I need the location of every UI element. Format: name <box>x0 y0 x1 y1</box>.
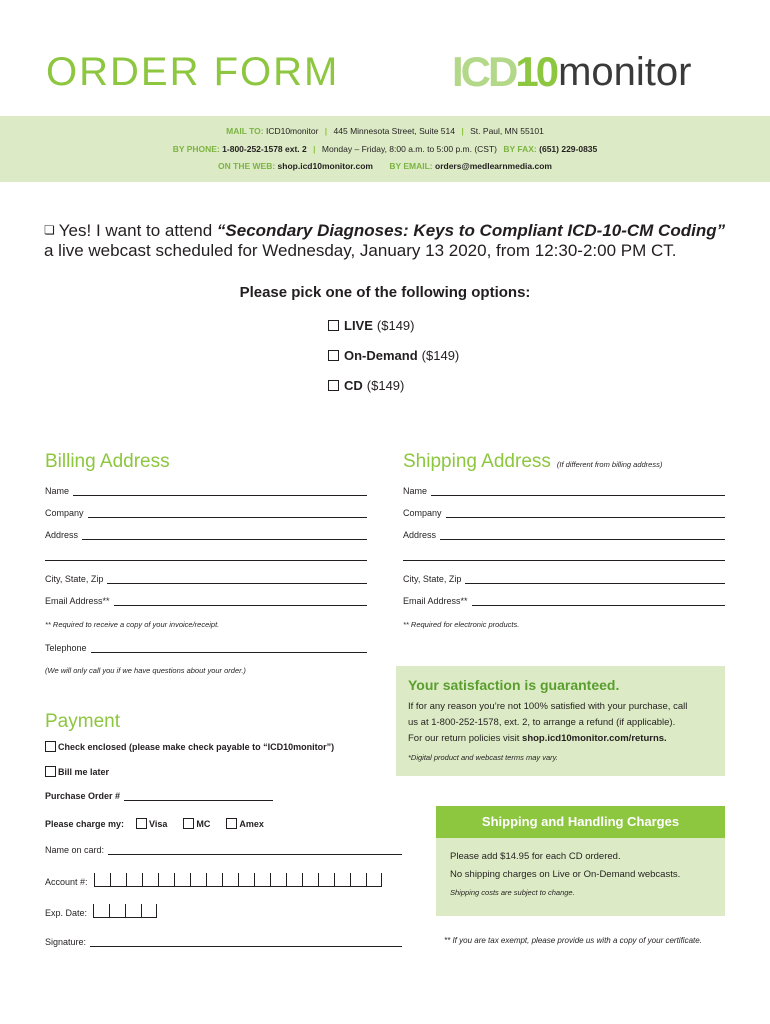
option-on-demand[interactable] <box>328 348 459 363</box>
returns-text: For our return policies visit <box>408 733 523 744</box>
field-label: City, State, Zip <box>45 574 104 584</box>
course-title: “Secondary Diagnoses: Keys to Compliant ICD-10-CM Coding” <box>216 221 726 240</box>
icd10monitor-logo <box>452 48 692 95</box>
telephone-note: (We will only call you if we have questions about your order.) <box>45 666 246 675</box>
bill-me-later-label: Bill me later <box>58 766 110 777</box>
guarantee-line1: If for any reason you’re not 100% satisfied with your purchase, call <box>408 701 688 712</box>
billing-address-field[interactable] <box>45 529 367 540</box>
option-price: ($149) <box>421 348 460 363</box>
field-label: Address <box>45 530 79 540</box>
option-live-checkbox[interactable] <box>328 320 339 331</box>
billing-email-field[interactable] <box>45 595 367 606</box>
field-label: Company <box>45 508 84 518</box>
logo-monitor: monitor <box>558 50 692 94</box>
option-live[interactable] <box>328 318 414 333</box>
visa-checkbox[interactable] <box>136 818 147 829</box>
option-cd[interactable] <box>328 378 404 393</box>
check-enclosed-label: Check enclosed (please make check payable to “ICD10monitor”) <box>58 741 335 752</box>
signature-field[interactable] <box>45 936 402 947</box>
billing-name-field[interactable] <box>45 485 367 496</box>
contact-band <box>0 116 770 182</box>
mail-city: St. Paul, MN 55101 <box>470 126 544 136</box>
field-label: Signature: <box>45 937 87 947</box>
phone-hours: Monday – Friday, 8:00 a.m. to 5:00 p.m. (CST) <box>321 144 497 154</box>
shipping-charges-title: Shipping and Handling Charges <box>436 806 725 838</box>
guarantee-title: Your satisfaction is guaranteed. <box>408 677 620 693</box>
bill-me-later-option[interactable] <box>45 766 109 777</box>
guarantee-box <box>396 666 725 776</box>
bill-me-later-checkbox[interactable] <box>45 766 56 777</box>
shipping-subheading: (If different from billing address) <box>556 460 663 469</box>
shipping-charges-line1: Please add $14.95 for each CD ordered. <box>450 851 621 862</box>
option-name: CD <box>344 378 363 393</box>
guarantee-note: *Digital product and webcast terms may vary. <box>408 753 558 762</box>
phone-label: BY PHONE: <box>172 144 220 154</box>
web-link[interactable]: shop.icd10monitor.com <box>277 161 373 171</box>
tax-exempt-note: ** If you are tax exempt, please provide us with a copy of your certificate. <box>444 936 702 945</box>
exp-date-field[interactable] <box>45 904 157 918</box>
check-enclosed-option[interactable] <box>45 741 334 752</box>
option-name: LIVE <box>344 318 373 333</box>
attend-checkbox[interactable]: ❏ <box>44 223 55 237</box>
field-label: Company <box>403 508 442 518</box>
field-label: Purchase Order # <box>45 791 121 801</box>
billing-city-field[interactable] <box>45 573 367 584</box>
visa-label: Visa <box>149 818 168 829</box>
shipping-city-field[interactable] <box>403 573 725 584</box>
intro-rest: a live webcast scheduled for Wednesday, January 13 2020, from 12:30-2:00 PM CT. <box>44 241 677 260</box>
shipping-charges-box <box>436 838 725 916</box>
page-title: ORDER FORM <box>46 50 340 94</box>
shipping-company-field[interactable] <box>403 507 725 518</box>
purchase-order-field[interactable] <box>45 790 273 801</box>
billing-address-line2[interactable] <box>45 560 367 561</box>
billing-company-field[interactable] <box>45 507 367 518</box>
phone-value: 1-800-252-1578 ext. 2 <box>222 144 307 154</box>
account-number-field[interactable] <box>45 873 382 887</box>
field-label: Telephone <box>45 643 87 653</box>
billing-heading: Billing Address <box>45 451 170 472</box>
option-price: ($149) <box>366 378 405 393</box>
contact-mail-row: MAIL TO: ICD10monitor | 445 Minnesota Street, Suite 514 | St. Paul, MN 55101 <box>226 126 544 136</box>
web-label: ON THE WEB: <box>218 161 276 171</box>
field-label: Email Address** <box>403 596 468 606</box>
field-label: City, State, Zip <box>403 574 462 584</box>
mc-checkbox[interactable] <box>183 818 194 829</box>
mc-label: MC <box>196 818 211 829</box>
guarantee-line3 <box>408 731 667 747</box>
shipping-address-line2[interactable] <box>403 560 725 561</box>
charge-label: Please charge my: <box>45 818 125 829</box>
mail-label: MAIL TO: <box>226 126 264 136</box>
shipping-address-field[interactable] <box>403 529 725 540</box>
contact-phone-row: BY PHONE: 1-800-252-1578 ext. 2 | Monday – Friday, 8:00 a.m. to 5:00 p.m. (CST) BY FAX: (651) 229-0835 <box>172 144 598 154</box>
shipping-email-note: ** Required for electronic products. <box>403 620 520 629</box>
options-heading: Please pick one of the following options: <box>239 284 531 301</box>
option-name: On-Demand <box>344 348 418 363</box>
field-label: Address <box>403 530 437 540</box>
charge-row <box>45 818 264 829</box>
guarantee-line2: us at 1-800-252-1578, ext. 2, to arrange a refund (if applicable). <box>408 717 676 728</box>
amex-checkbox[interactable] <box>226 818 237 829</box>
intro-lead: Yes! I want to attend <box>58 221 217 240</box>
payment-heading: Payment <box>45 711 120 732</box>
field-label: Account #: <box>45 877 88 887</box>
amex-label: Amex <box>239 818 264 829</box>
field-label: Email Address** <box>45 596 110 606</box>
option-on-demand-checkbox[interactable] <box>328 350 339 361</box>
shipping-charges-line2: No shipping charges on Live or On-Demand webcasts. <box>450 869 681 880</box>
field-label: Name <box>403 486 428 496</box>
mail-value: ICD10monitor <box>265 126 319 136</box>
logo-icd: ICD <box>452 48 516 95</box>
field-label: Name on card: <box>45 845 105 855</box>
fax-label: BY FAX: <box>503 144 537 154</box>
shipping-email-field[interactable] <box>403 595 725 606</box>
name-on-card-field[interactable] <box>45 844 402 855</box>
fax-value: (651) 229-0835 <box>539 144 598 154</box>
field-label: Name <box>45 486 70 496</box>
check-enclosed-checkbox[interactable] <box>45 741 56 752</box>
shipping-heading-row <box>403 451 662 473</box>
account-number-boxes[interactable] <box>94 873 382 887</box>
option-cd-checkbox[interactable] <box>328 380 339 391</box>
field-label: Exp. Date: <box>45 908 88 918</box>
exp-date-boxes[interactable] <box>93 904 157 918</box>
contact-web-row <box>0 161 770 171</box>
shipping-charges-note: Shipping costs are subject to change. <box>450 888 575 897</box>
intro-text <box>44 220 734 261</box>
shipping-name-field[interactable] <box>403 485 725 496</box>
option-price: ($149) <box>376 318 415 333</box>
shipping-heading: Shipping Address <box>403 451 551 472</box>
email-link[interactable]: orders@medlearnmedia.com <box>435 161 552 171</box>
mail-address: 445 Minnesota Street, Suite 514 <box>333 126 455 136</box>
logo-ten: 10 <box>515 48 557 95</box>
email-label: BY EMAIL: <box>389 161 433 171</box>
billing-telephone-field[interactable] <box>45 642 367 653</box>
returns-link[interactable]: shop.icd10monitor.com/returns. <box>522 733 667 744</box>
billing-email-note: ** Required to receive a copy of your invoice/receipt. <box>45 620 220 629</box>
